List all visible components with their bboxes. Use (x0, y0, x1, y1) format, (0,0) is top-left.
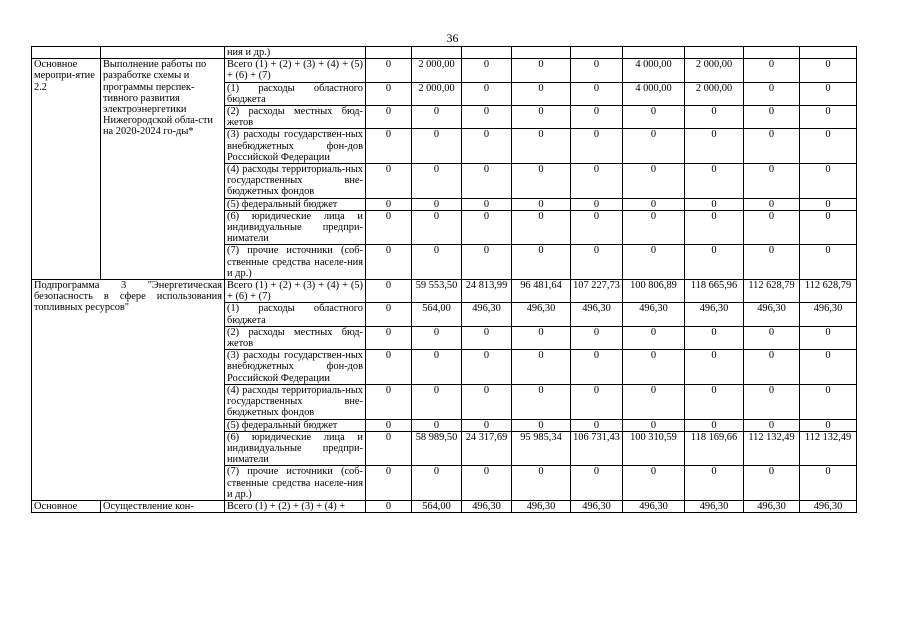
value-cell: 564,00 (412, 303, 462, 326)
value-cell: 0 (685, 129, 744, 164)
value-cell: 0 (800, 164, 857, 199)
value-cell: 0 (571, 326, 623, 349)
value-cell: 0 (512, 384, 571, 419)
value-cell: 0 (462, 82, 512, 105)
value-cell: 0 (623, 384, 685, 419)
value-cell: 0 (366, 466, 412, 501)
row-label: (1) расходы областного бюджета (225, 303, 366, 326)
value-cell: 0 (462, 350, 512, 385)
value-cell: 0 (366, 500, 412, 512)
row-label: (2) расходы местных бюд-жетов (225, 106, 366, 129)
event-title: Основное меропри-ятие 2.2 (32, 59, 101, 280)
value-cell: 0 (744, 419, 800, 431)
table-row (32, 47, 857, 59)
value-cell: 0 (412, 106, 462, 129)
value-cell: 0 (571, 164, 623, 199)
value-cell: 0 (571, 82, 623, 105)
value-cell: 0 (512, 419, 571, 431)
value-cell: 0 (412, 198, 462, 210)
value-cell: 0 (412, 419, 462, 431)
value-cell: 0 (571, 419, 623, 431)
value-cell: 0 (623, 164, 685, 199)
value-cell: 0 (366, 326, 412, 349)
value-cell: 0 (366, 303, 412, 326)
value-cell: 0 (366, 164, 412, 199)
value-cell: 96 481,64 (512, 280, 571, 303)
value-cell: 0 (366, 129, 412, 164)
value-cell: 0 (623, 466, 685, 501)
value-cell: 0 (685, 326, 744, 349)
value-cell: 0 (366, 210, 412, 245)
value-cell: 0 (571, 59, 623, 82)
row-label: (5) федеральный бюджет (225, 419, 366, 431)
value-cell: 0 (462, 466, 512, 501)
row-label: (3) расходы государствен-ных внебюджетных фон-дов Российской Федерации (225, 129, 366, 164)
value-cell: 0 (366, 82, 412, 105)
event-title: Основное (32, 500, 101, 512)
value-cell: 0 (685, 210, 744, 245)
row-label: Всего (1) + (2) + (3) + (4) + (5) + (6) + (7) (225, 59, 366, 82)
value-cell: 0 (412, 129, 462, 164)
value-cell: 0 (800, 384, 857, 419)
value-cell: 0 (462, 164, 512, 199)
value-cell: 0 (800, 198, 857, 210)
value-cell: 0 (800, 129, 857, 164)
value-cell: 59 553,50 (412, 280, 462, 303)
value-cell: 0 (366, 280, 412, 303)
value-cell: 4 000,00 (623, 82, 685, 105)
value-cell: 0 (412, 384, 462, 419)
value-cell: 0 (744, 326, 800, 349)
value-cell: 0 (685, 245, 744, 280)
value-cell: 0 (366, 419, 412, 431)
value-cell: 0 (512, 82, 571, 105)
value-cell: 0 (685, 419, 744, 431)
value-cell: 112 628,79 (744, 280, 800, 303)
table-cell (412, 47, 462, 59)
value-cell: 0 (512, 210, 571, 245)
value-cell: 0 (366, 198, 412, 210)
value-cell: 0 (623, 198, 685, 210)
value-cell: 0 (744, 164, 800, 199)
value-cell: 0 (512, 164, 571, 199)
value-cell: 564,00 (412, 500, 462, 512)
value-cell: 2 000,00 (412, 59, 462, 82)
row-label: (2) расходы местных бюд-жетов (225, 326, 366, 349)
value-cell: 0 (512, 198, 571, 210)
row-label: (7) прочие источники (соб-ственные средства населе-ния и др.) (225, 245, 366, 280)
value-cell: 112 132,49 (800, 431, 857, 466)
value-cell: 0 (685, 164, 744, 199)
row-label: (4) расходы территориаль-ных государственных вне-бюджетных фондов (225, 384, 366, 419)
row-label: (4) расходы территориаль-ных государственных вне-бюджетных фондов (225, 164, 366, 199)
value-cell: 0 (744, 82, 800, 105)
value-cell: 0 (744, 384, 800, 419)
value-cell: 0 (412, 326, 462, 349)
row-label: (6) юридические лица и индивидуальные предпри-ниматели (225, 431, 366, 466)
value-cell: 0 (366, 384, 412, 419)
value-cell: 0 (512, 106, 571, 129)
value-cell: 0 (744, 106, 800, 129)
value-cell: 0 (800, 419, 857, 431)
value-cell: 496,30 (571, 303, 623, 326)
value-cell: 496,30 (744, 500, 800, 512)
value-cell: 4 000,00 (623, 59, 685, 82)
value-cell: 0 (571, 198, 623, 210)
value-cell: 0 (512, 466, 571, 501)
value-cell: 2 000,00 (412, 82, 462, 105)
row-label: (7) прочие источники (соб-ственные средства населе-ния и др.) (225, 466, 366, 501)
value-cell: 0 (800, 350, 857, 385)
value-cell: 0 (571, 106, 623, 129)
value-cell: 0 (623, 419, 685, 431)
value-cell: 100 310,59 (623, 431, 685, 466)
value-cell: 24 317,69 (462, 431, 512, 466)
table-cell (571, 47, 623, 59)
event-description: Выполнение работы по разработке схемы и программы перспек-тивного развития электроэнергетики Нижегородской обла-сти на 2020-2024 го-ды* (101, 59, 225, 280)
row-label: (5) федеральный бюджет (225, 198, 366, 210)
value-cell: 496,30 (623, 303, 685, 326)
table-cell (32, 47, 101, 59)
value-cell: 0 (412, 466, 462, 501)
value-cell: 0 (412, 210, 462, 245)
value-cell: 0 (366, 106, 412, 129)
table-cell (101, 47, 225, 59)
value-cell: 0 (623, 129, 685, 164)
value-cell: 0 (623, 210, 685, 245)
value-cell: 0 (571, 384, 623, 419)
value-cell: 0 (685, 198, 744, 210)
value-cell: 95 985,34 (512, 431, 571, 466)
value-cell: 24 813,99 (462, 280, 512, 303)
value-cell: 0 (512, 59, 571, 82)
value-cell: 0 (412, 350, 462, 385)
table-cell (685, 47, 744, 59)
value-cell: 0 (366, 431, 412, 466)
value-cell: 0 (685, 384, 744, 419)
value-cell: 0 (462, 198, 512, 210)
row-label: (6) юридические лица и индивидуальные предпри-ниматели (225, 210, 366, 245)
value-cell: 496,30 (685, 500, 744, 512)
table-cell (462, 47, 512, 59)
value-cell: 496,30 (462, 303, 512, 326)
row-label: (3) расходы государствен-ных внебюджетных фон-дов Российской Федерации (225, 350, 366, 385)
value-cell: 496,30 (800, 303, 857, 326)
value-cell: 0 (744, 129, 800, 164)
value-cell: 496,30 (512, 303, 571, 326)
value-cell: 496,30 (685, 303, 744, 326)
value-cell: 0 (800, 466, 857, 501)
value-cell: 0 (623, 245, 685, 280)
value-cell: 0 (366, 245, 412, 280)
value-cell: 0 (744, 466, 800, 501)
value-cell: 0 (571, 129, 623, 164)
value-cell: 0 (685, 350, 744, 385)
row-label: (1) расходы областного бюджета (225, 82, 366, 105)
table-cell (800, 47, 857, 59)
table-row (32, 280, 857, 303)
value-cell: 107 227,73 (571, 280, 623, 303)
value-cell: 0 (685, 106, 744, 129)
value-cell: 118 665,96 (685, 280, 744, 303)
value-cell: 0 (462, 419, 512, 431)
value-cell: 496,30 (571, 500, 623, 512)
value-cell: 0 (744, 198, 800, 210)
value-cell: 0 (512, 350, 571, 385)
value-cell: 496,30 (462, 500, 512, 512)
value-cell: 0 (462, 326, 512, 349)
value-cell: 0 (512, 326, 571, 349)
value-cell: 106 731,43 (571, 431, 623, 466)
row-label: Всего (1) + (2) + (3) + (4) + (225, 500, 366, 512)
event-description: Осуществление кон- (101, 500, 225, 512)
row-label: ния и др.) (225, 47, 366, 59)
value-cell: 496,30 (623, 500, 685, 512)
value-cell: 0 (462, 59, 512, 82)
value-cell: 2 000,00 (685, 82, 744, 105)
value-cell: 0 (623, 326, 685, 349)
value-cell: 112 132,49 (744, 431, 800, 466)
value-cell: 0 (462, 106, 512, 129)
subprogram-title: Подпрограмма 3 "Энергетическая безопасность в сфере использования топливных ресурсов" (32, 280, 225, 501)
value-cell: 0 (571, 245, 623, 280)
value-cell: 0 (571, 466, 623, 501)
table-cell (623, 47, 685, 59)
value-cell: 0 (412, 164, 462, 199)
value-cell: 496,30 (512, 500, 571, 512)
value-cell: 0 (744, 245, 800, 280)
value-cell: 0 (800, 210, 857, 245)
value-cell: 0 (571, 350, 623, 385)
value-cell: 0 (462, 384, 512, 419)
value-cell: 0 (800, 59, 857, 82)
value-cell: 58 989,50 (412, 431, 462, 466)
value-cell: 0 (744, 59, 800, 82)
value-cell: 0 (512, 129, 571, 164)
value-cell: 0 (685, 466, 744, 501)
value-cell: 0 (512, 245, 571, 280)
value-cell: 2 000,00 (685, 59, 744, 82)
value-cell: 0 (623, 350, 685, 385)
value-cell: 496,30 (800, 500, 857, 512)
table-cell (366, 47, 412, 59)
value-cell: 0 (800, 245, 857, 280)
row-label: Всего (1) + (2) + (3) + (4) + (5) + (6) + (7) (225, 280, 366, 303)
value-cell: 0 (800, 106, 857, 129)
value-cell: 0 (744, 210, 800, 245)
value-cell: 0 (366, 59, 412, 82)
value-cell: 0 (462, 129, 512, 164)
value-cell: 0 (366, 350, 412, 385)
table-cell (512, 47, 571, 59)
page-number: 36 (446, 31, 459, 45)
budget-table (31, 46, 857, 513)
value-cell: 0 (462, 210, 512, 245)
value-cell: 118 169,66 (685, 431, 744, 466)
value-cell: 496,30 (744, 303, 800, 326)
value-cell: 112 628,79 (800, 280, 857, 303)
value-cell: 0 (744, 350, 800, 385)
value-cell: 0 (412, 245, 462, 280)
value-cell: 100 806,89 (623, 280, 685, 303)
table-row (32, 59, 857, 82)
value-cell: 0 (800, 82, 857, 105)
table-cell (744, 47, 800, 59)
value-cell: 0 (800, 326, 857, 349)
value-cell: 0 (571, 210, 623, 245)
table-row (32, 500, 857, 512)
value-cell: 0 (462, 245, 512, 280)
value-cell: 0 (623, 106, 685, 129)
